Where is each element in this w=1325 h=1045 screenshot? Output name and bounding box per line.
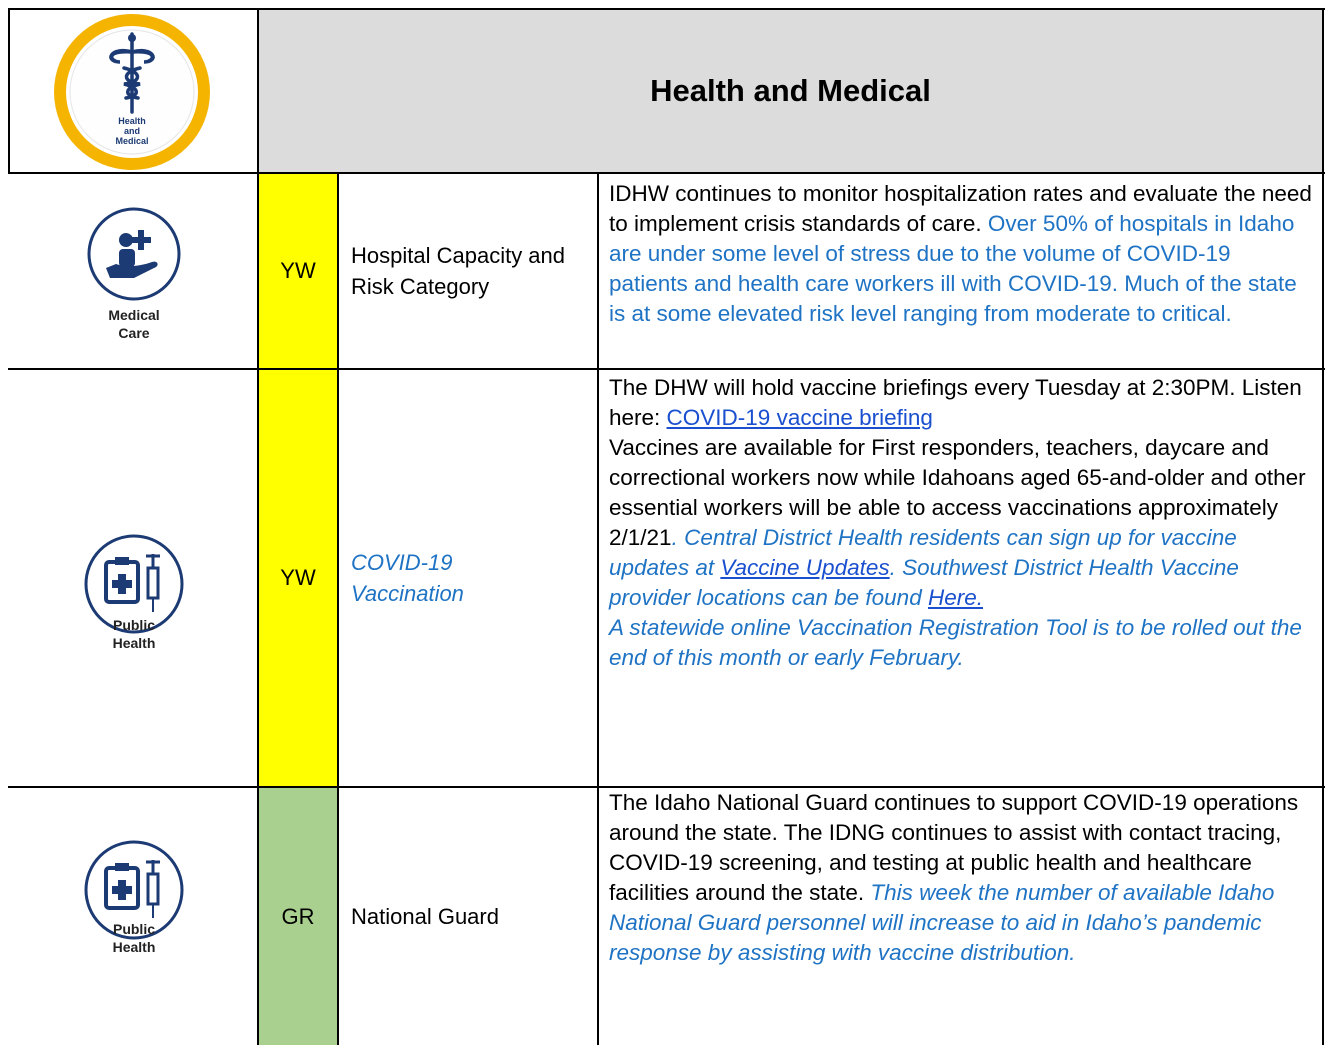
row-2-icon-label-2: Health [112,635,156,651]
grid-right [1322,8,1324,1045]
row-3-description [599,788,1322,1045]
row-2-desc-2: Vaccines are available for First responders, teachers, daycare and correctional workers now while Idahoans aged 65-and-older and other essential workers will be able to access vaccinations approximately 2/1/21 [609,435,1306,550]
row-3-desc-1: The Idaho National Guard continues to support COVID-19 operations around the state. The IDNG continues to assist with contact tracing, COVID-19 screening, and testing at public health and healthcare facilities around the state. [609,790,1299,905]
health-and-medical-logo-icon [52,12,212,172]
row-1-label-cell [339,174,597,368]
grid-h3 [8,786,1325,788]
row-2-status-label: YW [280,565,316,590]
row-1-desc-1: IDHW continues to monitor hospitalization rates and evaluate the need to implement crisis standards of care. [609,181,1312,236]
row-1-status [259,174,337,368]
grid-h2 [8,368,1325,370]
medical-care-icon [86,206,182,302]
row-3-status [259,788,337,1045]
logo-text-line1: Health and [118,116,146,136]
row-2-status [259,370,337,786]
row-2-description [599,370,1322,786]
grid-v1 [257,8,259,1045]
row-1-description [599,174,1322,368]
row-1-desc-2: Over 50% of hospitals in Idaho are under some level of stress due to the volume of COVID-19 patients and health care workers ill with COVID-19. Much of the state is at some elevated risk level ranging from moderate to critical. [609,211,1297,326]
covid-vaccine-briefing-link[interactable]: COVID-19 vaccine briefing [666,405,933,430]
row-1-label: Hospital Capacity and Risk Category [351,243,566,299]
vaccine-updates-link[interactable]: Vaccine Updates [720,555,890,580]
row-3-icon-label-2: Health [112,939,156,955]
grid-top [8,8,1325,10]
row-1-icon-label-2: Care [118,325,150,341]
row-2-icon-label-1: Public [112,617,155,633]
grid-v2 [337,172,339,1045]
row-3-desc-2: This week the number of available Idaho National Guard personnel will increase to aid in Idaho’s pandemic response by assisting with vaccine distribution. [609,880,1275,965]
grid-h1 [8,172,1325,174]
row-2-desc-5: A statewide online Vaccination Registration Tool is to be rolled out the end of this month or early February. [609,615,1302,670]
logo-text-line2: Medical [115,136,149,146]
row-2-icon-cell [10,370,258,786]
row-2-desc-3: . Central District Health residents can sign up for vaccine updates at [609,525,1237,580]
page-title: Health and Medical [650,73,931,108]
row-2-desc-1: The DHW will hold vaccine briefings every Tuesday at 2:30PM. Listen here: [609,375,1302,430]
row-1-status-label: YW [280,258,316,283]
grid-v3 [597,172,599,1045]
grid-left [8,8,10,174]
row-2-desc-4: . Southwest District Health Vaccine provider locations can be found [609,555,1239,610]
here-link[interactable]: Here. [927,585,983,610]
row-2-label: COVID-19 Vaccination [351,550,464,606]
header-title-cell [259,10,1322,172]
row-3-icon-cell [10,788,258,1045]
row-1-icon-cell [10,174,258,368]
row-3-label: National Guard [351,904,499,929]
row-3-label-cell [339,788,597,1045]
header-logo-cell [10,10,258,172]
row-3-status-label: GR [281,903,315,929]
row-1-icon-label-1: Medical [108,307,160,323]
row-2-label-cell [339,370,597,786]
row-3-icon-label-1: Public [112,921,155,937]
